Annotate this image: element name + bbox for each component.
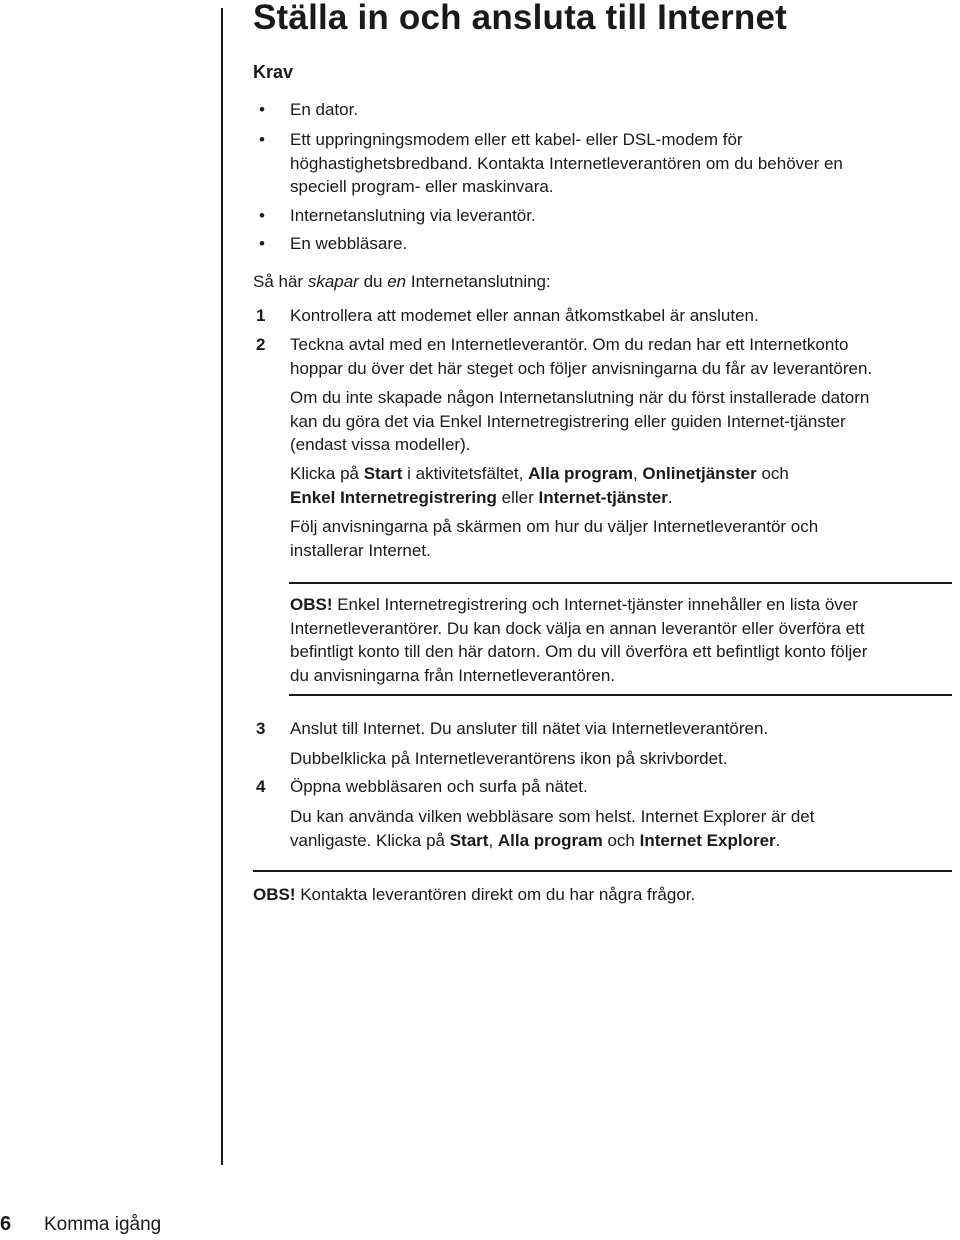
footer-section-title: Komma igång <box>44 1214 162 1235</box>
step-number: 3 <box>256 719 266 738</box>
step-paragraph: Följ anvisningarna på skärmen om hur du väljer Internetleverantör och installerar Internet. <box>290 517 819 560</box>
requirement-line: En dator. <box>290 100 359 119</box>
note-top-rule <box>289 582 952 584</box>
page-title: Ställa in och ansluta till Internet <box>253 0 788 37</box>
step-number: 1 <box>256 306 266 325</box>
note-top-rule <box>253 870 952 872</box>
step-number: 4 <box>256 777 266 796</box>
bullet-marker: • <box>259 130 265 149</box>
requirement-item <box>290 204 536 228</box>
step-number: 2 <box>256 335 266 354</box>
step-subtext: Dubbelklicka på Internetleverantörens ikon på skrivbordet. <box>290 749 728 768</box>
note-bottom-rule <box>289 694 952 696</box>
page-number: 6 <box>0 1213 12 1235</box>
requirements-heading: Krav <box>253 62 294 82</box>
step-text: Öppna webbläsaren och surfa på nätet. <box>290 777 588 796</box>
note-label: OBS! <box>290 595 333 614</box>
requirement-line: Ett uppringningsmodem eller ett kabel- eller DSL-modem för <box>290 130 743 149</box>
requirement-line: höghastighetsbredband. Kontakta Internetleverantören om du behöver en <box>290 153 843 173</box>
requirement-line: En webbläsare. <box>290 234 408 253</box>
note-box: OBS! Enkel Internetregistrering och Internet-tjänster innehåller en lista över Internetleverantörer. Du kan dock välja en annan leverantör eller överföra ett befintligt konto till den här datorn. Om du vill överföra ett befintligt konto följer du anvisningarna från Internetleverantören. <box>290 595 868 685</box>
requirement-item <box>290 128 843 199</box>
step-text: Anslut till Internet. Du ansluter till nätet via Internetleverantören. <box>290 719 769 738</box>
requirement-item <box>290 232 407 256</box>
requirement-item <box>290 98 358 122</box>
step-text: Kontrollera att modemet eller annan åtkomstkabel är ansluten. <box>290 306 759 325</box>
step-click-instructions: Klicka på Start i aktivitetsfältet, Alla program, Onlinetjänster och Enkel Internetregistrering eller Internet-tjänster. <box>290 464 789 507</box>
requirement-line: Internetanslutning via leverantör. <box>290 206 536 225</box>
bullet-marker: • <box>259 234 265 253</box>
requirement-line: speciell program- eller maskinvara. <box>290 177 554 196</box>
step-text: Teckna avtal med en Internetleverantör. Om du redan har ett Internetkonto hoppar du över det här steget och följer anvisningarna du får av leverantören. <box>290 335 873 378</box>
note-box: OBS! Kontakta leverantören direkt om du har några frågor. <box>253 885 696 904</box>
vertical-rule <box>221 8 223 1165</box>
intro-text: Så här skapar du en Internetanslutning: <box>253 272 551 291</box>
step-paragraph: Om du inte skapade någon Internetanslutning när du först installerade datorn kan du göra det via Enkel Internetregistrering eller guiden Internet-tjänster (endast vissa modeller). <box>290 388 870 454</box>
note-label: OBS! <box>253 885 296 904</box>
bullet-marker: • <box>259 100 265 119</box>
bullet-marker: • <box>259 206 265 225</box>
step-subtext: Du kan använda vilken webbläsare som helst. Internet Explorer är det vanligaste. Klicka på Start, Alla program och Internet Explorer. <box>290 807 815 850</box>
